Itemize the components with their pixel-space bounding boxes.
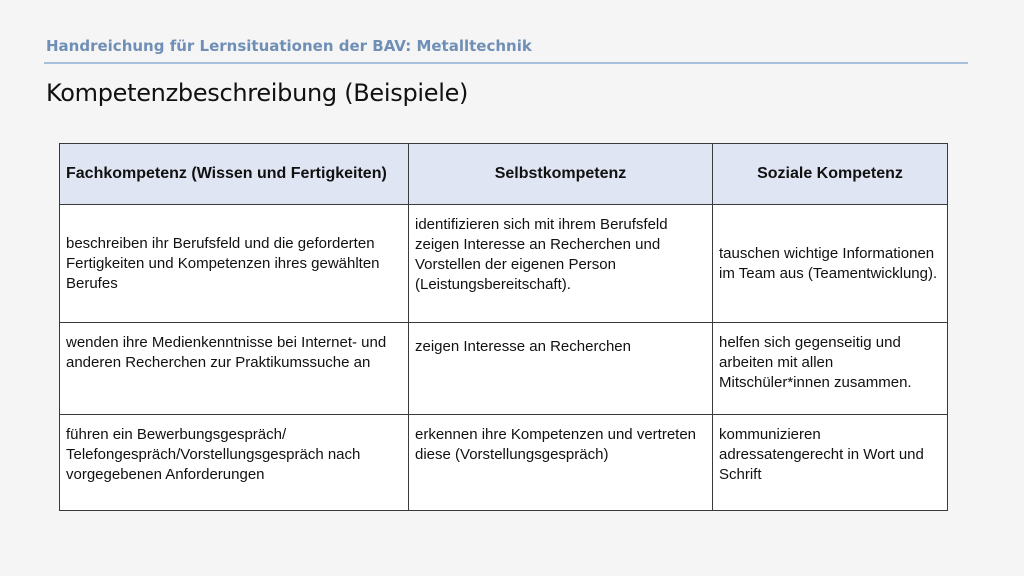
competence-table	[59, 143, 948, 511]
table-row	[60, 205, 948, 323]
header-divider	[44, 62, 968, 64]
table-cell: zeigen Interesse an Recherchen	[409, 323, 713, 415]
slide-subtitle: Handreichung für Lernsituationen der BAV: Metalltechnik	[46, 37, 532, 55]
column-header-selbstkompetenz: Selbstkompetenz	[409, 144, 713, 205]
table-cell: erkennen ihre Kompetenzen und vertreten diese (Vorstellungsgespräch)	[409, 415, 713, 511]
table-cell: beschreiben ihr Berufsfeld und die geforderten Fertigkeiten und Kompetenzen ihres gewählten Berufes	[60, 205, 409, 323]
table-row	[60, 415, 948, 511]
slide-title: Kompetenzbeschreibung (Beispiele)	[46, 79, 469, 107]
table-row	[60, 323, 948, 415]
table-cell: helfen sich gegenseitig und arbeiten mit allen Mitschüler*innen zusammen.	[713, 323, 948, 415]
table-cell: wenden ihre Medienkenntnisse bei Internet- und anderen Recherchen zur Praktikumssuche an	[60, 323, 409, 415]
table-header-row	[60, 144, 948, 205]
column-header-soziale-kompetenz: Soziale Kompetenz	[713, 144, 948, 205]
table-cell: führen ein Bewerbungsgespräch/ Telefongespräch/Vorstellungsgespräch nach vorgegebenen Anforderungen	[60, 415, 409, 511]
table-cell: kommunizieren adressatengerecht in Wort und Schrift	[713, 415, 948, 511]
table-cell: tauschen wichtige Informationen im Team aus (Teamentwicklung).	[713, 205, 948, 323]
column-header-fachkompetenz: Fachkompetenz (Wissen und Fertigkeiten)	[60, 144, 409, 205]
table-cell: identifizieren sich mit ihrem Berufsfeld zeigen Interesse an Recherchen und Vorstellen der eigenen Person (Leistungsbereitschaft).	[409, 205, 713, 323]
